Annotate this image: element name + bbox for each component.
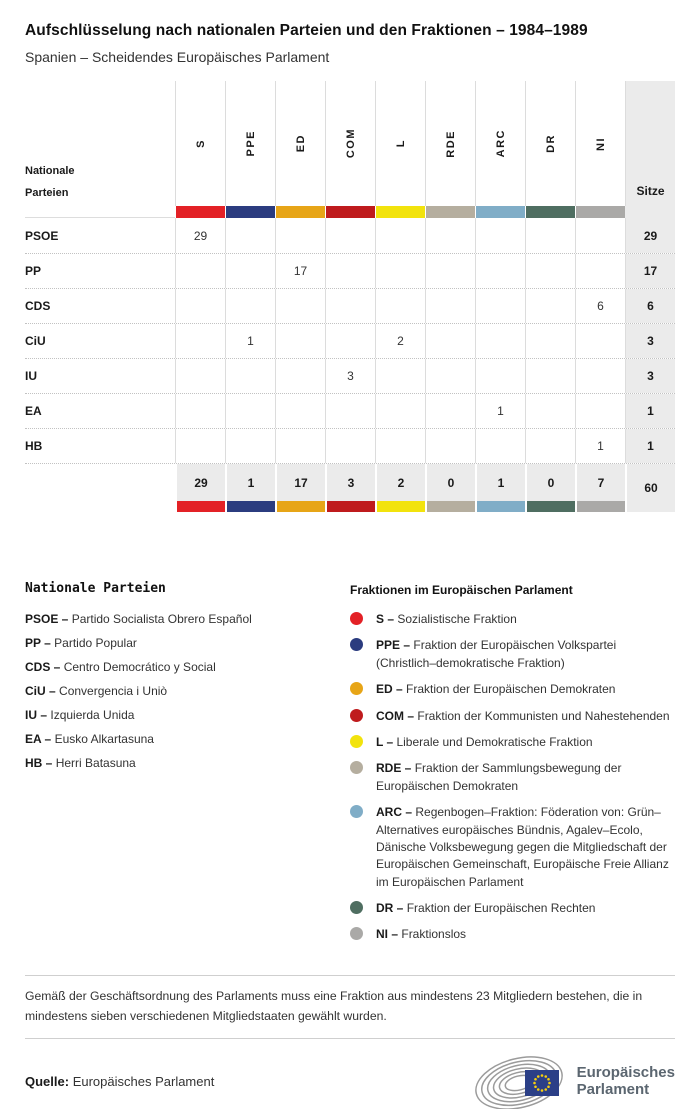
cell <box>325 289 375 323</box>
color-dot-icon <box>350 901 363 914</box>
seats-cell: 1 <box>625 394 675 428</box>
color-bar-l <box>375 206 425 218</box>
legend-item-psoe: PSOE – Partido Socialista Obrero Español <box>25 612 252 626</box>
legend-item-pp: PP – Partido Popular <box>25 636 137 650</box>
cell: 3 <box>325 359 375 393</box>
color-bar-ed <box>275 206 325 218</box>
totals-row <box>25 463 675 511</box>
cell <box>375 289 425 323</box>
cell <box>275 289 325 323</box>
national-parties-legend <box>25 581 350 953</box>
column-header-arc: ARC <box>475 81 525 206</box>
cell <box>275 394 325 428</box>
cell <box>475 289 525 323</box>
seats-column-header: Sitze <box>625 81 675 206</box>
cell <box>225 394 275 428</box>
cell <box>425 429 475 463</box>
cell <box>225 254 275 288</box>
color-bar-s <box>175 206 225 218</box>
cell <box>175 429 225 463</box>
seats-cell: 29 <box>625 218 675 253</box>
total-cell-l: 2 <box>375 464 425 501</box>
total-cell-rde: 0 <box>425 464 475 501</box>
cell <box>275 429 325 463</box>
table-row-pp <box>25 253 675 288</box>
total-cell-ni: 7 <box>575 464 625 501</box>
party-name: CDS <box>25 299 51 313</box>
cell <box>525 324 575 358</box>
parties-legend-heading: Nationale Parteien <box>25 581 166 596</box>
cell <box>525 289 575 323</box>
hemicycle-eu-flag-icon <box>473 1053 569 1109</box>
cell <box>375 218 425 253</box>
color-dot-icon <box>350 638 363 651</box>
cell <box>425 359 475 393</box>
cell <box>475 429 525 463</box>
color-bar-ni <box>575 206 625 218</box>
cell <box>375 429 425 463</box>
seats-cell: 17 <box>625 254 675 288</box>
source-line <box>25 1074 214 1089</box>
cell <box>575 394 625 428</box>
column-header-ni: NI <box>575 81 625 206</box>
cell <box>275 324 325 358</box>
color-dot-icon <box>350 735 363 748</box>
color-bar-arc <box>475 206 525 218</box>
cell: 1 <box>575 429 625 463</box>
color-bar-ppe <box>225 206 275 218</box>
table-row-cds <box>25 288 675 323</box>
legend-item-group-arc: ARC – Regenbogen–Fraktion: Föderation von: Grün–Alternatives europäisches Bündnis, Agalev–Ecolo, Dänische Volksbewegung gegen die Mitgliedschaft der Europäischen Gemeinschaft, Europäische Freie Allianz im Europäischen Parlament <box>350 804 675 891</box>
cell <box>325 324 375 358</box>
column-header-rde: RDE <box>425 81 475 206</box>
cell <box>175 394 225 428</box>
seats-cell: 3 <box>625 324 675 358</box>
party-name: EA <box>25 404 42 418</box>
total-cell-ed: 17 <box>275 464 325 501</box>
logo-wordmark: Europäisches Parlament <box>576 1063 675 1099</box>
cell: 17 <box>275 254 325 288</box>
total-bar-arc <box>475 501 525 512</box>
cell <box>275 359 325 393</box>
total-cell-com: 3 <box>325 464 375 501</box>
color-bar-rde <box>425 206 475 218</box>
european-parliament-logo <box>473 1053 675 1109</box>
column-header-com: COM <box>325 81 375 206</box>
total-bar-com <box>325 501 375 512</box>
grand-total-cell: 60 <box>625 464 675 512</box>
seats-cell: 1 <box>625 429 675 463</box>
cell <box>425 394 475 428</box>
cell <box>375 394 425 428</box>
table-row-ea <box>25 393 675 428</box>
source-label: Quelle: <box>25 1073 70 1089</box>
color-dot-icon <box>350 761 363 774</box>
total-bar-rde <box>425 501 475 512</box>
cell: 29 <box>175 218 225 253</box>
cell <box>425 289 475 323</box>
legend-item-hb: HB – Herri Batasuna <box>25 756 136 770</box>
party-name: PP <box>25 264 42 278</box>
color-dot-icon <box>350 927 363 940</box>
footnote: Gemäß der Geschäftsordnung des Parlaments muss eine Fraktion aus mindestens 23 Mitgliedern bestehen, die in mindestens sieben verschiedenen Mitgliedstaaten gewählt wurden. <box>25 988 643 1023</box>
cell <box>525 429 575 463</box>
column-header-dr: DR <box>525 81 575 206</box>
cell <box>225 289 275 323</box>
groups-legend-heading: Fraktionen im Europäischen Parlament <box>350 583 573 597</box>
legend-item-group-dr: DR – Fraktion der Europäischen Rechten <box>350 900 675 917</box>
cell <box>325 429 375 463</box>
table-row-hb <box>25 428 675 463</box>
cell <box>575 324 625 358</box>
total-cell-ppe: 1 <box>225 464 275 501</box>
party-name: HB <box>25 439 43 453</box>
cell <box>325 394 375 428</box>
seats-cell: 3 <box>625 359 675 393</box>
legend-item-group-ed: ED – Fraktion der Europäischen Demokraten <box>350 681 675 698</box>
cell <box>425 254 475 288</box>
column-header-ed: ED <box>275 81 325 206</box>
table-row-iu <box>25 358 675 393</box>
total-cell-s: 29 <box>175 464 225 501</box>
cell <box>275 218 325 253</box>
party-name: IU <box>25 369 37 383</box>
total-bar-l <box>375 501 425 512</box>
legend-item-iu: IU – Izquierda Unida <box>25 708 135 722</box>
cell <box>475 254 525 288</box>
total-cell-dr: 0 <box>525 464 575 501</box>
cell: 6 <box>575 289 625 323</box>
cell <box>525 394 575 428</box>
cell <box>475 218 525 253</box>
party-name: PSOE <box>25 228 59 243</box>
cell <box>175 359 225 393</box>
corner-underline <box>25 206 175 218</box>
total-bar-dr <box>525 501 575 512</box>
cell <box>425 218 475 253</box>
cell <box>325 218 375 253</box>
cell <box>575 254 625 288</box>
cell <box>225 359 275 393</box>
legend-item-group-l: L – Liberale und Demokratische Fraktion <box>350 734 675 751</box>
divider <box>25 1038 675 1039</box>
cell <box>525 254 575 288</box>
legend-item-ea: EA – Eusko Alkartasuna <box>25 732 154 746</box>
page-title: Aufschlüsselung nach nationalen Parteien und den Fraktionen – 1984–1989 <box>25 22 588 39</box>
cell <box>575 218 625 253</box>
total-bar-ed <box>275 501 325 512</box>
cell <box>175 289 225 323</box>
legend-item-group-ni: NI – Fraktionslos <box>350 926 675 943</box>
cell <box>225 429 275 463</box>
legend-item-cds: CDS – Centro Democrático y Social <box>25 660 216 674</box>
cell <box>475 359 525 393</box>
cell: 1 <box>225 324 275 358</box>
cell <box>425 324 475 358</box>
column-header-l: L <box>375 81 425 206</box>
seats-cell: 6 <box>625 289 675 323</box>
color-dot-icon <box>350 612 363 625</box>
corner-label: Nationale Parteien <box>25 165 75 199</box>
cell <box>475 324 525 358</box>
column-header-s: S <box>175 81 225 206</box>
total-bar-s <box>175 501 225 512</box>
cell: 1 <box>475 394 525 428</box>
cell <box>525 359 575 393</box>
total-cell-arc: 1 <box>475 464 525 501</box>
legend-item-group-com: COM – Fraktion der Kommunisten und Nahestehenden <box>350 708 675 725</box>
color-dot-icon <box>350 709 363 722</box>
seats-column-spacer <box>625 206 675 218</box>
color-bar-dr <box>525 206 575 218</box>
legend-item-group-rde: RDE – Fraktion der Sammlungsbewegung der Europäischen Demokraten <box>350 760 675 795</box>
cell <box>375 359 425 393</box>
seats-table <box>25 81 675 511</box>
corner-cell <box>25 81 175 206</box>
table-header-row <box>25 81 675 206</box>
cell <box>375 254 425 288</box>
cell <box>575 359 625 393</box>
legend-item-ciu: CiU – Convergencia i Uniò <box>25 684 168 698</box>
table-row-psoe <box>25 218 675 253</box>
party-name: CiU <box>25 334 46 348</box>
groups-legend <box>350 581 675 953</box>
cell <box>325 254 375 288</box>
page-subtitle: Spanien – Scheidendes Europäisches Parlament <box>25 49 330 65</box>
cell: 2 <box>375 324 425 358</box>
color-bar-com <box>325 206 375 218</box>
divider <box>25 975 675 976</box>
group-color-bar-row <box>25 206 675 218</box>
total-bar-ppe <box>225 501 275 512</box>
cell <box>175 324 225 358</box>
legend-item-group-ppe: PPE – Fraktion der Europäischen Volkspartei (Christlich–demokratische Fraktion) <box>350 637 675 672</box>
total-bar-ni <box>575 501 625 512</box>
color-dot-icon <box>350 805 363 818</box>
cell <box>225 218 275 253</box>
source-value: Europäisches Parlament <box>72 1073 215 1089</box>
column-header-ppe: PPE <box>225 81 275 206</box>
cell <box>175 254 225 288</box>
source-row <box>25 1053 675 1109</box>
legend-item-group-s: S – Sozialistische Fraktion <box>350 611 675 628</box>
cell <box>525 218 575 253</box>
table-row-ciu <box>25 323 675 358</box>
color-dot-icon <box>350 682 363 695</box>
legend-section <box>25 581 675 953</box>
